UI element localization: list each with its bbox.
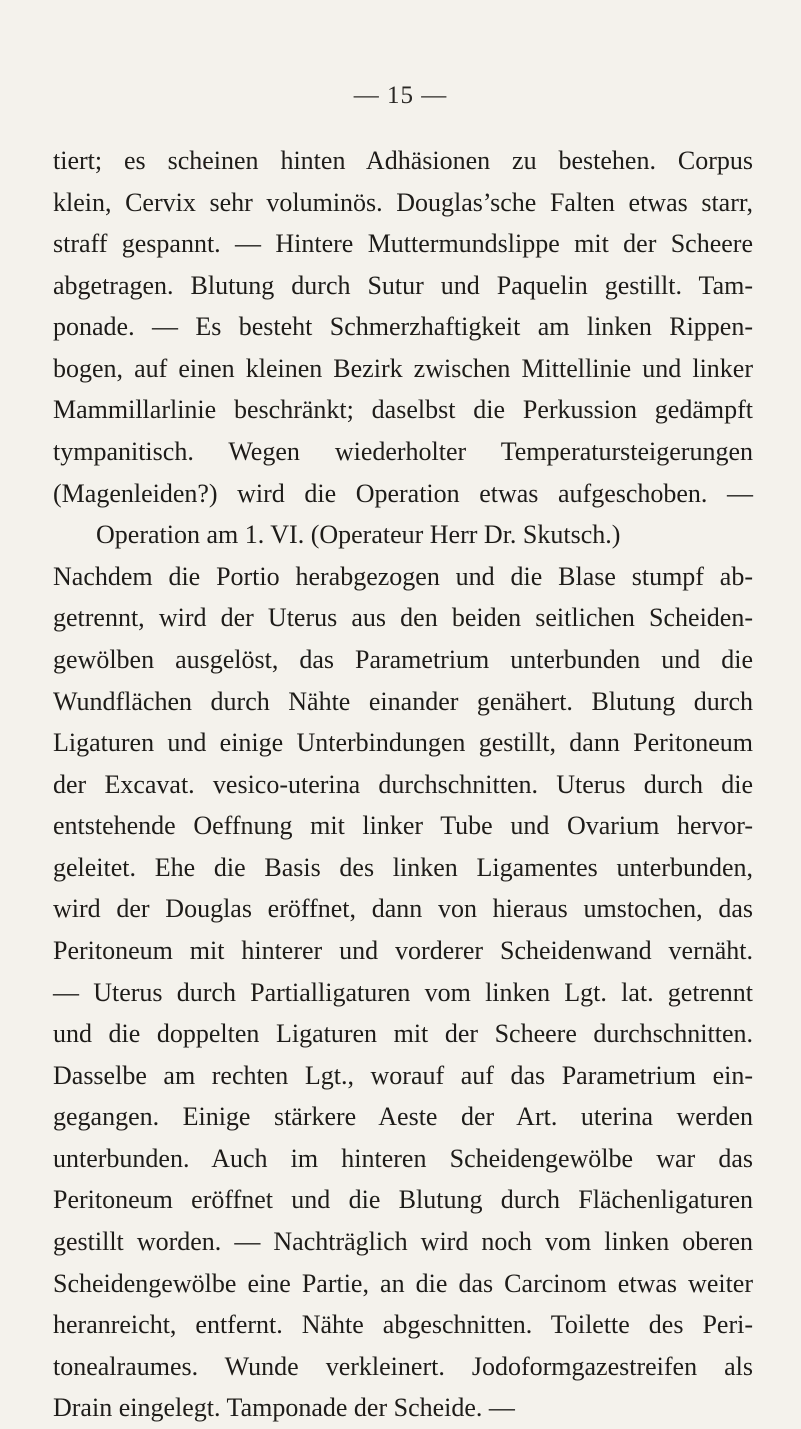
text-line: heranreicht, entfernt. Nähte abgeschnitten. Toilette des Peri- [53,1310,753,1340]
text-line: tonealraumes. Wunde verkleinert. Jodoformgazestreifen als [53,1351,753,1381]
text-line: Peritoneum eröffnet und die Blutung durch Flächenligaturen [53,1185,753,1215]
text-line: Mammillarlinie beschränkt; daselbst die Perkussion gedämpft [53,395,753,425]
text-line: wird der Douglas eröffnet, dann von hieraus umstochen, das [53,894,753,924]
text-paragraph [53,140,753,1429]
text-line: bogen, auf einen kleinen Bezirk zwischen Mittellinie und linker [53,353,753,383]
text-line: straff gespannt. — Hintere Muttermundslippe mit der Scheere [53,229,753,259]
text-line: Wundflächen durch Nähte einander genähert. Blutung durch [53,686,753,716]
text-line: — Uterus durch Partialligaturen vom linken Lgt. lat. getrennt [53,977,753,1007]
text-line: Dasselbe am rechten Lgt., worauf auf das Parametrium ein- [53,1060,753,1090]
text-line: ponade. — Es besteht Schmerzhaftigkeit am linken Rippen- [53,312,753,342]
text-line: Scheidengewölbe eine Partie, an die das Carcinom etwas weiter [53,1268,753,1298]
text-line: Ligaturen und einige Unterbindungen gestillt, dann Peritoneum [53,728,753,758]
text-line: Operation am 1. VI. (Operateur Herr Dr. Skutsch.) [96,520,621,550]
text-line: getrennt, wird der Uterus aus den beiden seitlichen Scheiden- [53,603,753,633]
text-line: klein, Cervix sehr voluminös. Douglas’sche Falten etwas starr, [53,187,753,217]
text-line: Nachdem die Portio herabgezogen und die Blase stumpf ab- [53,561,753,591]
text-line: Drain eingelegt. Tamponade der Scheide. — [53,1393,515,1423]
text-line: abgetragen. Blutung durch Sutur und Paquelin gestillt. Tam- [53,270,753,300]
text-line: gegangen. Einige stärkere Aeste der Art. uterina werden [53,1102,753,1132]
text-line: geleitet. Ehe die Basis des linken Ligamentes unterbunden, [53,852,753,882]
text-line: gestillt worden. — Nachträglich wird noch vom linken oberen [53,1227,753,1257]
text-line: gewölben ausgelöst, das Parametrium unterbunden und die [53,644,753,674]
text-line: Peritoneum mit hinterer und vorderer Scheidenwand vernäht. [53,935,753,965]
text-line: tympanitisch. Wegen wiederholter Temperatursteigerungen [53,437,753,467]
text-line: (Magenleiden?) wird die Operation etwas aufgeschoben. — [53,478,753,508]
text-line: der Excavat. vesico-uterina durchschnitten. Uterus durch die [53,769,753,799]
text-line: entstehende Oeffnung mit linker Tube und Ovarium hervor- [53,811,753,841]
page-number: — 15 — [353,82,448,109]
text-line: tiert; es scheinen hinten Adhäsionen zu bestehen. Corpus [53,146,753,175]
text-line: und die doppelten Ligaturen mit der Scheere durchschnitten. [53,1019,753,1049]
text-line: unterbunden. Auch im hinteren Scheidengewölbe war das [53,1143,753,1173]
